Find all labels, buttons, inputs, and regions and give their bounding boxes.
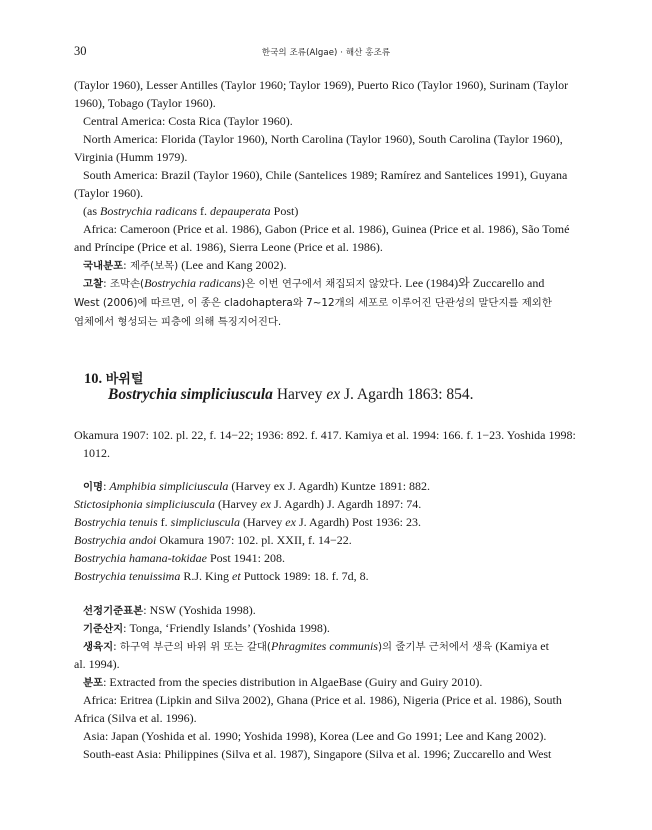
- korean-distribution-line: 국내분포: 제주(보목) (Lee and Kang 2002).: [83, 258, 287, 272]
- synonym-line: Bostrychia tenuissima R.J. King et Puttock 1989: 18. f. 7d, 8.: [74, 569, 369, 583]
- paragraph-line: Central America: Costa Rica (Taylor 1960).: [83, 114, 293, 128]
- reference-line: 1012.: [83, 446, 110, 460]
- paragraph-line: (Taylor 1960).: [74, 186, 144, 200]
- remarks-line: West (2006)에 따르면, 이 종은 cladohaptera와 7~12개의 세포로 이루어진 단관성의 말단지를 제외한: [74, 297, 552, 309]
- distribution-line: Africa: Eritrea (Lipkin and Silva 2002), Ghana (Price et al. 1986), Nigeria (Price et al. 1986), South: [83, 693, 562, 707]
- paragraph-line: (as Bostrychia radicans f. depauperata Post): [83, 204, 299, 218]
- habitat-line: 생육지: 하구역 부근의 바위 위 또는 갈대(Phragmites communis)의 줄기부 근처에서 생육 (Kamiya et: [83, 639, 549, 653]
- synonym-line: Bostrychia hamana-tokidae Post 1941: 208.: [74, 551, 285, 565]
- section-heading: 10. 바위털: [84, 371, 144, 387]
- species-name: Bostrychia simpliciuscula Harvey ex J. Agardh 1863: 854.: [108, 386, 474, 403]
- type-locality-line: 기준산지: Tonga, ‘Friendly Islands’ (Yoshida 1998).: [83, 621, 330, 635]
- distribution-line: South-east Asia: Philippines (Silva et al. 1987), Singapore (Silva et al. 1996; Zuccarello and West: [83, 747, 552, 761]
- remarks-line: 엽체에서 형성되는 피층에 의해 특징지어진다.: [74, 316, 282, 328]
- paragraph-line: 1960), Tobago (Taylor 1960).: [74, 96, 216, 110]
- synonym-line: 이명: Amphibia simpliciuscula (Harvey ex J. Agardh) Kuntze 1891: 882.: [83, 479, 431, 493]
- distribution-line: Africa (Silva et al. 1996).: [74, 711, 197, 725]
- paragraph-line: and Príncipe (Price et al. 1986), Sierra Leone (Price et al. 1986).: [74, 240, 383, 254]
- page-number: 30: [74, 44, 87, 58]
- reference-line: Okamura 1907: 102. pl. 22, f. 14−22; 1936: 892. f. 417. Kamiya et al. 1994: 166. f. 1−23. Yoshida 1998:: [74, 428, 576, 442]
- synonym-line: Stictosiphonia simpliciuscula (Harvey ex J. Agardh) J. Agardh 1897: 74.: [74, 497, 422, 511]
- running-title: 한국의 조류(Algae) · 해산 홍조류: [261, 48, 391, 58]
- distribution-line: 분포: Extracted from the species distribution in AlgaeBase (Guiry and Guiry 2010).: [83, 675, 483, 689]
- remarks-line: 고찰: 조막손(Bostrychia radicans)은 이번 연구에서 채집되지 않았다. Lee (1984)와 Zuccarello and: [83, 276, 545, 290]
- paragraph-line: North America: Florida (Taylor 1960), North Carolina (Taylor 1960), South Carolina (Taylor 1960),: [83, 132, 563, 146]
- paragraph-line: Africa: Cameroon (Price et al. 1986), Gabon (Price et al. 1986), Guinea (Price et al. 1986), São Tomé: [83, 222, 570, 236]
- paragraph-line: Virginia (Humm 1979).: [74, 150, 188, 164]
- habitat-line: al. 1994).: [74, 657, 120, 671]
- synonym-line: Bostrychia andoi Okamura 1907: 102. pl. XXII, f. 14−22.: [74, 533, 352, 547]
- lectotype-line: 선정기준표본: NSW (Yoshida 1998).: [83, 603, 256, 617]
- distribution-line: Asia: Japan (Yoshida et al. 1990; Yoshida 1998), Korea (Lee and Go 1991; Lee and Kang 2002).: [83, 729, 547, 743]
- synonym-line: Bostrychia tenuis f. simpliciuscula (Harvey ex J. Agardh) Post 1936: 23.: [74, 515, 421, 529]
- paragraph-line: South America: Brazil (Taylor 1960), Chile (Santelices 1989; Ramírez and Santelices 1991), Guyana: [83, 168, 568, 182]
- paragraph-line: (Taylor 1960), Lesser Antilles (Taylor 1960; Taylor 1969), Puerto Rico (Taylor 1960), Surinam (Taylor: [74, 78, 569, 92]
